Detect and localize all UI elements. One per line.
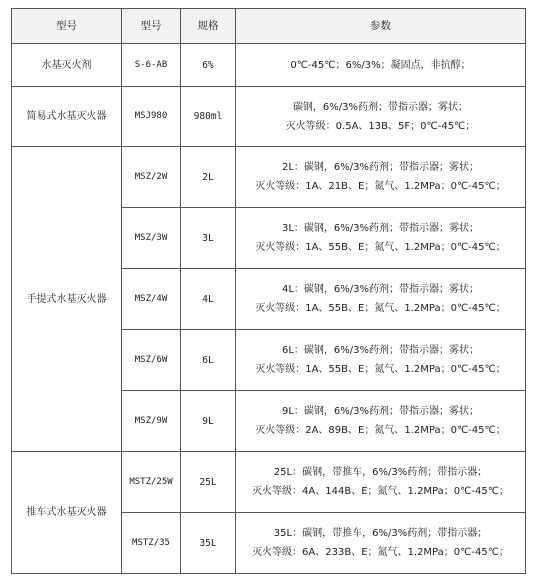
category-cell: 简易式水基灭火器 xyxy=(12,87,122,147)
params-line: 3L：碳钢，6%/3%药剂；带指示器；雾状； xyxy=(281,223,480,234)
model-cell: MSZ/3W xyxy=(122,208,181,269)
params-cell xyxy=(236,44,526,87)
params-cell xyxy=(236,269,526,330)
params-cell xyxy=(236,513,526,574)
category-cell: 推车式水基灭火器 xyxy=(12,452,122,574)
params-cell xyxy=(236,452,526,513)
table-row xyxy=(12,44,526,87)
spec-cell: 2L xyxy=(181,147,236,208)
model-cell: MSJ980 xyxy=(122,87,181,147)
params-line: 灭火等级：6A、233B、E；氮气、1.2MPa；0℃-45℃； xyxy=(252,547,509,558)
spec-cell: 6L xyxy=(181,330,236,391)
params-line: 2L：碳钢，6%/3%药剂；带指示器；雾状； xyxy=(281,162,480,173)
params-cell xyxy=(236,391,526,452)
spec-cell: 3L xyxy=(181,208,236,269)
model-cell: MSZ/2W xyxy=(122,147,181,208)
spec-cell: 6% xyxy=(181,44,236,87)
params-line: 灭火等级：1A、55B、E；氮气、1.2MPa；0℃-45℃； xyxy=(255,303,506,314)
table-row xyxy=(12,452,526,513)
params-line: 灭火等级：1A、55B、E；氮气、1.2MPa；0℃-45℃； xyxy=(255,242,506,253)
params-cell xyxy=(236,147,526,208)
spec-cell: 35L xyxy=(181,513,236,574)
model-cell: MSTZ/35 xyxy=(122,513,181,574)
params-line: 碳钢，6%/3%药剂；带指示器；雾状； xyxy=(292,101,469,113)
params-line: 灭火等级：4A、144B、E；氮气、1.2MPa；0℃-45℃； xyxy=(252,486,509,497)
model-cell: MSZ/6W xyxy=(122,330,181,391)
params-line: 9L：碳钢，6%/3%药剂；带指示器；雾状； xyxy=(281,406,480,417)
table-row xyxy=(12,147,526,208)
model-cell: S-6-AB xyxy=(122,44,181,87)
params-line: 35L：碳钢，带推车，6%/3%药剂；带指示器； xyxy=(273,528,488,539)
header-category: 型号 xyxy=(12,9,122,44)
params-cell xyxy=(236,208,526,269)
params-cell xyxy=(236,87,526,147)
params-cell xyxy=(236,330,526,391)
model-cell: MSZ/9W xyxy=(122,391,181,452)
spec-cell: 4L xyxy=(181,269,236,330)
category-cell: 手提式水基灭火器 xyxy=(12,147,122,452)
product-spec-table xyxy=(11,8,526,574)
params-line: 灭火等级：0.5A、13B、5F；0℃-45℃； xyxy=(285,120,476,132)
params-line: 灭火等级：1A、21B、E；氮气、1.2MPa；0℃-45℃； xyxy=(255,181,506,192)
category-cell: 水基灭火剂 xyxy=(12,44,122,87)
model-cell: MSTZ/25W xyxy=(122,452,181,513)
spec-cell: 980ml xyxy=(181,87,236,147)
header-spec: 规格 xyxy=(181,9,236,44)
header-model: 型号 xyxy=(122,9,181,44)
header-params: 参数 xyxy=(236,9,526,44)
params-line: 4L：碳钢，6%/3%药剂；带指示器；雾状； xyxy=(281,284,480,295)
params-line: 灭火等级：2A、89B、E；氮气、1.2MPa；0℃-45℃； xyxy=(255,425,506,436)
spec-cell: 25L xyxy=(181,452,236,513)
table-header-row xyxy=(12,9,526,44)
params-line: 0℃-45℃；6%/3%；凝固点，非抗醇； xyxy=(290,59,471,71)
spec-cell: 9L xyxy=(181,391,236,452)
params-line: 25L：碳钢，带推车，6%/3%药剂；带指示器； xyxy=(273,467,488,478)
table-row xyxy=(12,87,526,147)
params-line: 6L：碳钢，6%/3%药剂；带指示器；雾状； xyxy=(281,345,480,356)
params-line: 灭火等级：1A、55B、E；氮气、1.2MPa；0℃-45℃； xyxy=(255,364,506,375)
model-cell: MSZ/4W xyxy=(122,269,181,330)
